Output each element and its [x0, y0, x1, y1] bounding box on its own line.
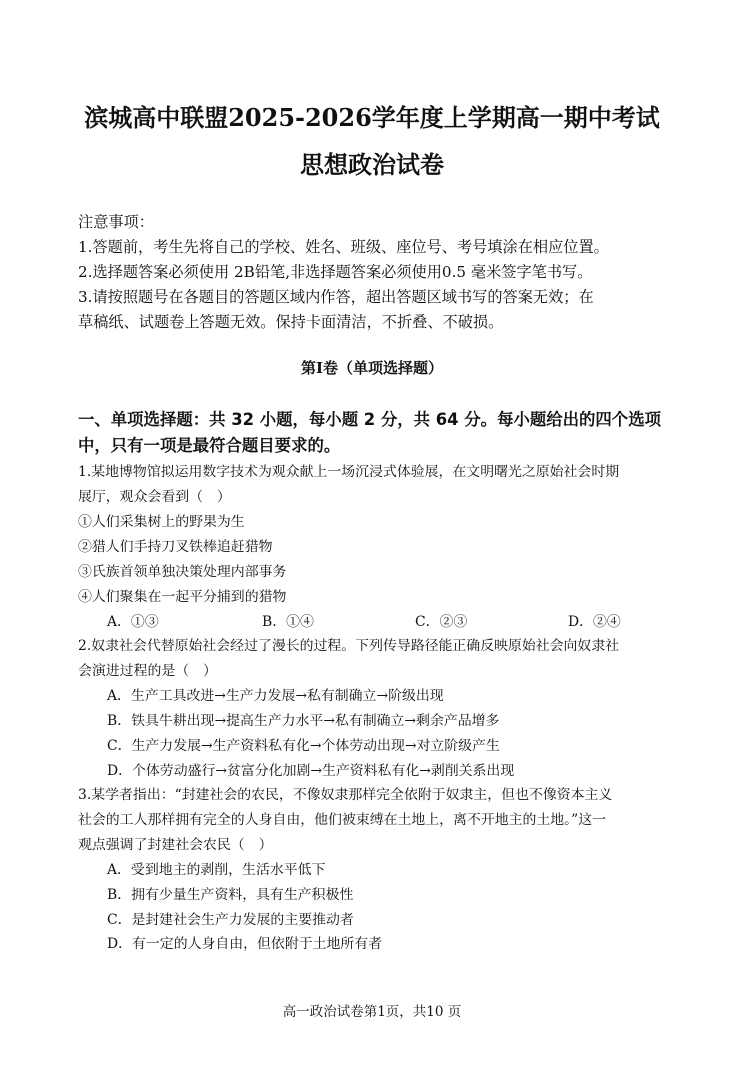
- question-3-option-d: D．有一定的人身自由，但依附于土地所有者: [107, 936, 383, 952]
- question-1-choice-a: A．①③: [107, 614, 159, 630]
- exam-title: 滨城高中联盟2025-2026学年度上学期高一期中考试: [84, 103, 660, 132]
- question-1-choice-d: D．②④: [568, 614, 621, 630]
- question-1-stem: 1.某地博物馆拟运用数字技术为观众献上一场沉浸式体验展，在文明曙光之原始社会时期: [78, 464, 620, 480]
- question-2-stem: 2.奴隶社会代替原始社会经过了漫长的过程。下列传导路径能正确反映原始社会向奴隶社: [78, 638, 620, 654]
- question-1-choice-b: B．①④: [262, 614, 314, 630]
- question-1-item: ④人们聚集在一起平分捕到的猎物: [78, 589, 287, 605]
- question-1-item: ②猎人们手持刀叉铁棒追赶猎物: [78, 539, 273, 555]
- question-2-option-b: B．铁具牛耕出现→提高生产力水平→私有制确立→剩余产品增多: [107, 713, 500, 729]
- notice-item: 草稿纸、试题卷上答题无效。保持卡面清洁，不折叠、不破损。: [78, 313, 504, 331]
- question-3-option-a: A．受到地主的剥削，生活水平低下: [107, 862, 326, 878]
- page-footer: 高一政治试卷第1页，共10 页: [282, 1004, 462, 1020]
- section-instructions: 一、单项选择题：共 32 小题，每小题 2 分，共 64 分。每小题给出的四个选项: [78, 410, 661, 429]
- question-3-stem: 社会的工人那样拥有完全的人身自由，他们被束缚在土地上，离不开地主的土地。”这一: [78, 812, 606, 828]
- question-3-option-c: C．是封建社会生产力发展的主要推动者: [107, 912, 354, 928]
- notice-item: 2.选择题答案必须使用 2B铅笔,非选择题答案必须使用0.5 毫米签字笔书写。: [78, 263, 593, 281]
- question-1-stem: 展厅，观众会看到（ ）: [78, 489, 231, 505]
- notice-item: 3.请按照题号在各题目的答题区域内作答，超出答题区域书写的答案无效；在: [78, 288, 594, 306]
- section-instructions: 中，只有一项是最符合题目要求的。: [78, 436, 341, 455]
- question-1-choice-c: C．②③: [415, 614, 468, 630]
- question-1-item: ①人们采集树上的野果为生: [78, 514, 245, 530]
- notice-heading: 注意事项：: [78, 213, 154, 231]
- question-2-option-c: C．生产力发展→生产资料私有化→个体劳动出现→对立阶级产生: [107, 738, 500, 754]
- question-3-stem: 观点强调了封建社会农民（ ）: [78, 837, 273, 853]
- notice-item: 1.答题前，考生先将自己的学校、姓名、班级、座位号、考号填涂在相应位置。: [78, 238, 609, 256]
- question-3-option-b: B．拥有少量生产资料，具有生产积极性: [107, 887, 354, 903]
- question-2-option-a: A．生产工具改进→生产力发展→私有制确立→阶级出现: [107, 688, 444, 704]
- subject-title: 思想政治试卷: [300, 150, 444, 179]
- section-title: 第Ⅰ卷（单项选择题）: [300, 359, 444, 377]
- question-2-option-d: D．个体劳动盛行→贫富分化加剧→生产资料私有化→剥削关系出现: [107, 763, 515, 779]
- question-2-stem: 会演进过程的是（ ）: [78, 663, 217, 679]
- question-1-item: ③氏族首领单独决策处理内部事务: [78, 564, 287, 580]
- question-3-stem: 3.某学者指出：“封建社会的农民，不像奴隶那样完全依附于奴隶主，但也不像资本主义: [78, 787, 613, 803]
